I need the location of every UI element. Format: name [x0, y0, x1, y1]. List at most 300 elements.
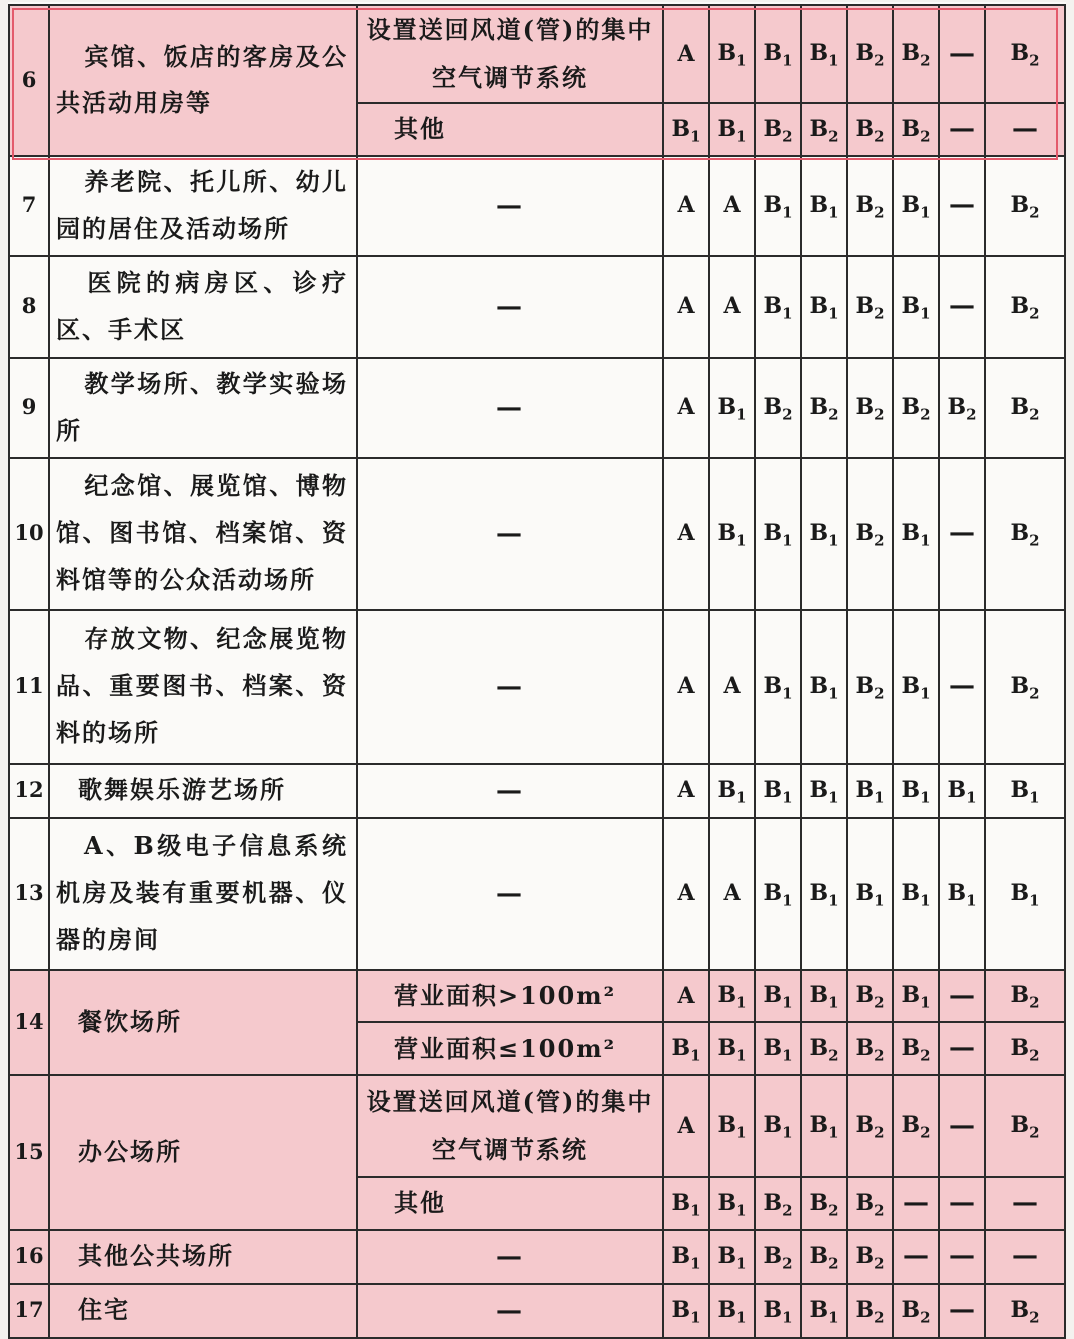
grade-value: $B_2$ — [809, 1189, 839, 1219]
grade-cell-3 — [755, 610, 801, 764]
grade-value: $B_2$ — [763, 1242, 793, 1273]
grade-value: A — [677, 293, 695, 320]
grade-cell-5 — [847, 358, 893, 458]
grade-value: $B_2$ — [1010, 40, 1040, 70]
grade-value: A — [723, 192, 741, 219]
grade-cell-7 — [939, 458, 985, 610]
condition-cell: 设置送回风道(管)的集中空气调节系统 — [357, 5, 663, 103]
place-name — [49, 1284, 357, 1338]
grade-cell-8 — [985, 156, 1065, 256]
grade-cell-6 — [893, 1284, 939, 1338]
grade-value: $B_2$ — [901, 1296, 931, 1327]
grade-value: $B_1$ — [809, 292, 839, 323]
grade-value: A — [677, 40, 695, 67]
grade-value: $B_2$ — [901, 1034, 931, 1065]
grade-value: $B_1$ — [763, 519, 793, 550]
grade-cell-1 — [663, 764, 709, 818]
grade-cell-4 — [801, 1177, 847, 1230]
grade-value: $B_1$ — [717, 393, 747, 424]
grade-cell-2 — [709, 610, 755, 764]
table-row — [9, 256, 1065, 358]
grade-cell-5 — [847, 256, 893, 358]
grade-cell-5 — [847, 103, 893, 156]
grade-value: $B_2$ — [855, 672, 885, 703]
grade-value: $B_2$ — [1010, 292, 1040, 323]
grade-value: $B_2$ — [855, 1112, 885, 1142]
grade-value: $B_1$ — [809, 1296, 839, 1327]
grade-cell-1 — [663, 156, 709, 256]
grade-value: $B_2$ — [855, 1242, 885, 1273]
grade-cell-8 — [985, 610, 1065, 764]
grade-value: — — [949, 38, 975, 69]
grade-value: A — [677, 1112, 695, 1139]
grade-cell-6 — [893, 1075, 939, 1177]
grade-cell-7 — [939, 1075, 985, 1177]
grade-value: — — [903, 1241, 929, 1272]
condition-cell: — — [357, 256, 663, 358]
row-number: 17 — [9, 1284, 49, 1338]
grade-value: $B_2$ — [1010, 982, 1040, 1012]
grade-value: $B_1$ — [671, 115, 701, 145]
grade-cell-5 — [847, 1177, 893, 1230]
grade-value: $B_1$ — [671, 1296, 701, 1327]
grade-value: A — [677, 520, 695, 547]
grade-value: $B_1$ — [763, 191, 793, 222]
grade-value: $B_1$ — [763, 40, 793, 70]
grade-value: $B_1$ — [809, 191, 839, 222]
table-row — [9, 458, 1065, 610]
grade-cell-6 — [893, 818, 939, 970]
grade-cell-6 — [893, 5, 939, 103]
grade-value: $B_1$ — [855, 879, 885, 910]
grade-cell-4 — [801, 1230, 847, 1284]
condition-cell: 营业面积≤100m² — [357, 1022, 663, 1075]
grade-value: $B_1$ — [717, 1296, 747, 1327]
table-row — [9, 1230, 1065, 1284]
grade-cell-8 — [985, 1022, 1065, 1075]
table-row — [9, 764, 1065, 818]
row-number: 9 — [9, 358, 49, 458]
grade-cell-2 — [709, 970, 755, 1023]
grade-value: A — [677, 394, 695, 421]
grade-value: $B_1$ — [671, 1034, 701, 1065]
grade-cell-5 — [847, 156, 893, 256]
grade-cell-8 — [985, 1230, 1065, 1284]
grade-cell-2 — [709, 358, 755, 458]
grade-value: $B_2$ — [901, 115, 931, 145]
row-number: 7 — [9, 156, 49, 256]
grade-value: — — [949, 291, 975, 322]
grade-value: — — [1012, 1188, 1038, 1219]
grade-value: $B_2$ — [763, 115, 793, 145]
grade-cell-1 — [663, 610, 709, 764]
row-number: 16 — [9, 1230, 49, 1284]
place-name-text: 餐饮场所 — [78, 1006, 182, 1036]
grade-value: $B_1$ — [809, 776, 839, 807]
grade-value: — — [949, 1188, 975, 1219]
grade-cell-1 — [663, 818, 709, 970]
grade-cell-3 — [755, 970, 801, 1023]
grade-cell-4 — [801, 458, 847, 610]
grade-cell-5 — [847, 1230, 893, 1284]
grade-cell-3 — [755, 1022, 801, 1075]
grade-value: $B_1$ — [1010, 776, 1040, 807]
condition-cell: — — [357, 610, 663, 764]
place-name-text: 教学场所、教学实验场所 — [56, 368, 348, 445]
grade-cell-8 — [985, 103, 1065, 156]
grade-value: $B_1$ — [717, 115, 747, 145]
grade-cell-7 — [939, 970, 985, 1023]
condition-cell: 其他 — [357, 103, 663, 156]
grade-value: — — [1012, 1241, 1038, 1272]
grade-cell-7 — [939, 764, 985, 818]
grade-cell-7 — [939, 256, 985, 358]
grade-value: $B_1$ — [809, 879, 839, 910]
grade-value: $B_1$ — [717, 40, 747, 70]
grade-value: $B_2$ — [855, 393, 885, 424]
grade-cell-4 — [801, 358, 847, 458]
place-name-text: 养老院、托儿所、幼儿园的居住及活动场所 — [56, 166, 348, 243]
grade-cell-1 — [663, 1075, 709, 1177]
grade-value: $B_2$ — [901, 393, 931, 424]
grade-value: $B_2$ — [809, 1242, 839, 1273]
condition-cell: 营业面积>100m² — [357, 970, 663, 1023]
grade-cell-3 — [755, 103, 801, 156]
grade-value: — — [1012, 114, 1038, 144]
grade-cell-2 — [709, 818, 755, 970]
grade-cell-6 — [893, 1230, 939, 1284]
table-body — [9, 5, 1065, 1338]
grade-cell-4 — [801, 1022, 847, 1075]
grade-value: A — [677, 982, 695, 1009]
grade-value: $B_1$ — [763, 982, 793, 1012]
fire-rating-table — [8, 4, 1066, 1339]
grade-value: $B_1$ — [809, 982, 839, 1012]
grade-value: $B_2$ — [763, 393, 793, 424]
grade-value: $B_2$ — [809, 393, 839, 424]
grade-cell-6 — [893, 458, 939, 610]
grade-cell-3 — [755, 358, 801, 458]
place-name-text: 其他公共场所 — [78, 1241, 234, 1271]
grade-value: — — [949, 1241, 975, 1272]
grade-value: $B_1$ — [947, 776, 977, 807]
place-name-text: 办公场所 — [78, 1137, 182, 1166]
table-row — [9, 1075, 1065, 1177]
grade-value: $B_2$ — [809, 115, 839, 145]
grade-cell-3 — [755, 1284, 801, 1338]
condition-cell: — — [357, 818, 663, 970]
grade-cell-7 — [939, 610, 985, 764]
grade-cell-5 — [847, 458, 893, 610]
grade-cell-4 — [801, 1075, 847, 1177]
grade-cell-6 — [893, 970, 939, 1023]
grade-cell-2 — [709, 1022, 755, 1075]
grade-value: $B_2$ — [855, 982, 885, 1012]
grade-cell-6 — [893, 764, 939, 818]
grade-cell-8 — [985, 1075, 1065, 1177]
grade-value: $B_2$ — [809, 1034, 839, 1065]
grade-cell-2 — [709, 103, 755, 156]
grade-cell-3 — [755, 156, 801, 256]
grade-value: $B_2$ — [901, 40, 931, 70]
row-number: 10 — [9, 458, 49, 610]
condition-cell: — — [357, 156, 663, 256]
grade-value: $B_2$ — [1010, 1034, 1040, 1065]
grade-cell-8 — [985, 970, 1065, 1023]
grade-cell-2 — [709, 1230, 755, 1284]
grade-value: $B_1$ — [901, 191, 931, 222]
grade-cell-3 — [755, 1177, 801, 1230]
grade-cell-1 — [663, 1177, 709, 1230]
grade-value: A — [677, 777, 695, 804]
grade-cell-4 — [801, 5, 847, 103]
grade-cell-8 — [985, 458, 1065, 610]
grade-value: $B_1$ — [717, 1112, 747, 1142]
grade-value: $B_1$ — [901, 672, 931, 703]
condition-cell: — — [357, 1230, 663, 1284]
place-name — [49, 256, 357, 358]
grade-value: $B_1$ — [763, 1034, 793, 1065]
table-row — [9, 970, 1065, 1023]
grade-value: — — [949, 1033, 975, 1064]
grade-value: A — [723, 673, 741, 700]
grade-value: $B_2$ — [1010, 191, 1040, 222]
grade-cell-1 — [663, 5, 709, 103]
place-name — [49, 156, 357, 256]
grade-value: $B_2$ — [1010, 672, 1040, 703]
grade-cell-5 — [847, 1022, 893, 1075]
place-name — [49, 970, 357, 1075]
place-name-text: 医院的病房区、诊疗区、手术区 — [56, 267, 348, 344]
table-row — [9, 358, 1065, 458]
grade-value: $B_1$ — [763, 776, 793, 807]
grade-cell-5 — [847, 970, 893, 1023]
place-name-text: 宾馆、饭店的客房及公共活动用房等 — [56, 41, 348, 118]
row-number: 11 — [9, 610, 49, 764]
row-number: 13 — [9, 818, 49, 970]
grade-value: $B_1$ — [901, 292, 931, 323]
grade-cell-8 — [985, 764, 1065, 818]
grade-value: $B_1$ — [809, 40, 839, 70]
grade-cell-7 — [939, 818, 985, 970]
grade-value: — — [949, 671, 975, 702]
grade-cell-3 — [755, 818, 801, 970]
condition-cell: 设置送回风道(管)的集中空气调节系统 — [357, 1075, 663, 1177]
grade-cell-8 — [985, 358, 1065, 458]
grade-cell-2 — [709, 256, 755, 358]
grade-value: $B_1$ — [855, 776, 885, 807]
grade-cell-5 — [847, 1284, 893, 1338]
grade-cell-6 — [893, 358, 939, 458]
grade-value: — — [949, 1110, 975, 1141]
grade-cell-3 — [755, 5, 801, 103]
grade-value: $B_1$ — [671, 1242, 701, 1273]
grade-cell-4 — [801, 970, 847, 1023]
grade-value: $B_1$ — [717, 982, 747, 1012]
grade-value: $B_1$ — [717, 776, 747, 807]
grade-cell-6 — [893, 256, 939, 358]
grade-cell-8 — [985, 818, 1065, 970]
place-name — [49, 458, 357, 610]
grade-cell-2 — [709, 458, 755, 610]
grade-value: $B_1$ — [809, 519, 839, 550]
grade-cell-8 — [985, 256, 1065, 358]
table-row — [9, 818, 1065, 970]
grade-value: $B_1$ — [717, 1189, 747, 1219]
grade-cell-2 — [709, 1075, 755, 1177]
place-name — [49, 5, 357, 156]
grade-cell-2 — [709, 1177, 755, 1230]
table-row — [9, 610, 1065, 764]
grade-value: $B_1$ — [947, 879, 977, 910]
grade-cell-1 — [663, 1284, 709, 1338]
place-name-text: 存放文物、纪念展览物品、重要图书、档案、资料的场所 — [56, 624, 348, 748]
grade-value: $B_2$ — [947, 393, 977, 424]
grade-value: $B_1$ — [763, 292, 793, 323]
grade-value: $B_2$ — [855, 1296, 885, 1327]
grade-value: A — [723, 880, 741, 907]
grade-value: — — [949, 190, 975, 221]
grade-value: A — [677, 880, 695, 907]
grade-value: $B_1$ — [763, 1296, 793, 1327]
grade-value: $B_2$ — [855, 519, 885, 550]
grade-value: $B_2$ — [855, 1189, 885, 1219]
grade-value: $B_1$ — [763, 672, 793, 703]
grade-value: $B_1$ — [901, 519, 931, 550]
grade-value: A — [677, 673, 695, 700]
row-number: 14 — [9, 970, 49, 1075]
grade-cell-6 — [893, 1177, 939, 1230]
table-row — [9, 1284, 1065, 1338]
grade-value: — — [949, 980, 975, 1011]
grade-cell-2 — [709, 764, 755, 818]
place-name — [49, 764, 357, 818]
grade-value: $B_2$ — [763, 1189, 793, 1219]
grade-cell-2 — [709, 1284, 755, 1338]
grade-value: — — [949, 518, 975, 549]
grade-value: $B_1$ — [763, 879, 793, 910]
grade-value: $B_2$ — [855, 191, 885, 222]
grade-value: A — [723, 293, 741, 320]
grade-cell-3 — [755, 764, 801, 818]
grade-cell-6 — [893, 156, 939, 256]
grade-cell-4 — [801, 1284, 847, 1338]
row-number: 12 — [9, 764, 49, 818]
grade-cell-1 — [663, 970, 709, 1023]
grade-cell-3 — [755, 1075, 801, 1177]
place-name — [49, 610, 357, 764]
row-number: 15 — [9, 1075, 49, 1230]
place-name-text: 歌舞娱乐游艺场所 — [78, 775, 286, 805]
place-name-text: 住宅 — [78, 1295, 130, 1325]
place-name-text: A、B级电子信息系统机房及装有重要机器、仪器的房间 — [56, 831, 348, 955]
grade-cell-7 — [939, 103, 985, 156]
grade-cell-1 — [663, 1230, 709, 1284]
grade-value: A — [677, 192, 695, 219]
grade-cell-1 — [663, 103, 709, 156]
table-row — [9, 5, 1065, 103]
grade-value: — — [903, 1188, 929, 1219]
grade-cell-7 — [939, 1177, 985, 1230]
grade-cell-7 — [939, 5, 985, 103]
grade-cell-7 — [939, 1230, 985, 1284]
grade-cell-5 — [847, 610, 893, 764]
grade-value: — — [949, 114, 975, 144]
grade-value: $B_2$ — [1010, 393, 1040, 424]
grade-cell-4 — [801, 610, 847, 764]
condition-cell: — — [357, 358, 663, 458]
grade-value: $B_1$ — [1010, 879, 1040, 910]
grade-value: $B_1$ — [901, 879, 931, 910]
grade-value: $B_1$ — [901, 982, 931, 1012]
grade-value: $B_1$ — [901, 776, 931, 807]
place-name-text: 纪念馆、展览馆、博物馆、图书馆、档案馆、资料馆等的公众活动场所 — [56, 471, 348, 595]
grade-cell-3 — [755, 1230, 801, 1284]
place-name — [49, 818, 357, 970]
grade-cell-4 — [801, 256, 847, 358]
grade-cell-1 — [663, 256, 709, 358]
table-row — [9, 156, 1065, 256]
place-name — [49, 1075, 357, 1230]
grade-cell-5 — [847, 1075, 893, 1177]
condition-cell: 其他 — [357, 1177, 663, 1230]
grade-cell-7 — [939, 156, 985, 256]
grade-value: $B_1$ — [809, 1112, 839, 1142]
grade-cell-4 — [801, 103, 847, 156]
grade-cell-1 — [663, 1022, 709, 1075]
grade-cell-7 — [939, 1284, 985, 1338]
row-number: 6 — [9, 5, 49, 156]
place-name — [49, 358, 357, 458]
grade-value: $B_2$ — [855, 115, 885, 145]
grade-value: $B_2$ — [855, 292, 885, 323]
grade-cell-3 — [755, 256, 801, 358]
grade-value: $B_1$ — [717, 1034, 747, 1065]
grade-cell-2 — [709, 5, 755, 103]
grade-cell-1 — [663, 458, 709, 610]
grade-cell-7 — [939, 1022, 985, 1075]
grade-value: $B_1$ — [809, 672, 839, 703]
grade-cell-8 — [985, 5, 1065, 103]
grade-cell-5 — [847, 764, 893, 818]
grade-cell-7 — [939, 358, 985, 458]
grade-cell-2 — [709, 156, 755, 256]
grade-cell-6 — [893, 1022, 939, 1075]
place-name — [49, 1230, 357, 1284]
grade-value: $B_1$ — [717, 519, 747, 550]
grade-cell-6 — [893, 103, 939, 156]
grade-cell-8 — [985, 1284, 1065, 1338]
grade-cell-1 — [663, 358, 709, 458]
grade-value: $B_1$ — [717, 1242, 747, 1273]
grade-cell-5 — [847, 818, 893, 970]
grade-value: $B_1$ — [671, 1189, 701, 1219]
grade-cell-4 — [801, 156, 847, 256]
grade-cell-4 — [801, 818, 847, 970]
grade-value: — — [949, 1295, 975, 1326]
grade-value: $B_2$ — [1010, 519, 1040, 550]
condition-cell: — — [357, 458, 663, 610]
grade-value: $B_2$ — [855, 40, 885, 70]
grade-value: $B_2$ — [855, 1034, 885, 1065]
grade-cell-5 — [847, 5, 893, 103]
grade-cell-4 — [801, 764, 847, 818]
condition-cell: — — [357, 1284, 663, 1338]
row-number: 8 — [9, 256, 49, 358]
grade-cell-3 — [755, 458, 801, 610]
grade-value: $B_1$ — [763, 1112, 793, 1142]
grade-value: $B_2$ — [901, 1112, 931, 1142]
